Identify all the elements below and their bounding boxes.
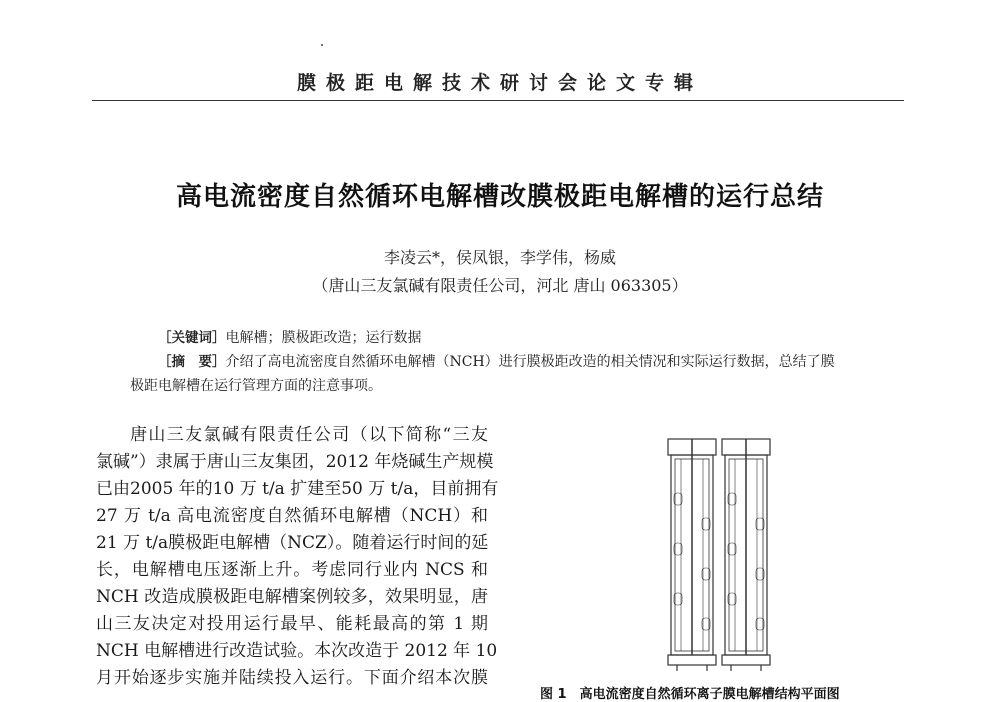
body-text-line: 21 万 t/a膜极距电解槽（NCZ）。随着运行时间的延	[96, 533, 489, 553]
paper-title: 高电流密度自然循环电解槽改膜极距电解槽的运行总结	[175, 182, 824, 212]
body-text-line: 山三友决定对投用运行最早、能耗最高的第 1 期	[96, 614, 488, 634]
body-text-column	[96, 422, 499, 692]
keywords-tag: ［关键词］	[158, 330, 226, 346]
header-rule	[92, 100, 904, 101]
body-text-line: 氯碱”）隶属于唐山三友集团，2012 年烧碱生产规模	[96, 452, 494, 472]
keywords-text: 电解槽；膜极距改造；运行数据	[225, 330, 422, 346]
abstract-line-1	[158, 351, 898, 373]
body-text-line: NCH 电解槽进行改造试验。本次改造于 2012 年 10	[96, 641, 498, 661]
abstract-line-2: 极距电解槽在运行管理方面的注意事项。	[130, 378, 382, 394]
body-text-line: 已由2005 年的10 万 t/a 扩建至50 万 t/a，目前拥有	[96, 479, 499, 499]
running-header: 膜极距电解技术研讨会论文专辑	[296, 72, 703, 94]
keywords-line	[158, 327, 878, 349]
figure-caption: 图 1 高电流密度自然循环离子膜电解槽结构平面图	[540, 687, 840, 702]
body-text-line: 长，电解槽电压逐渐上升。考虑同行业内 NCS 和	[96, 560, 488, 580]
left-cell	[668, 439, 716, 671]
electrolyzer-figure	[665, 433, 775, 673]
body-text-line: NCH 改造成膜极距电解槽案例较多，效果明显，唐	[96, 587, 488, 607]
body-text-line: 27 万 t/a 高电流密度自然循环电解槽（NCH）和	[96, 506, 488, 526]
abstract-tag: ［摘 要］	[158, 354, 226, 370]
abstract-text-1: 介绍了高电流密度自然循环电解槽（NCH）进行膜极距改造的相关情况和实际运行数据，总结了膜	[225, 354, 835, 370]
author-list: 李凌云*，侯凤银，李学伟，杨威	[383, 248, 616, 267]
scan-speck	[321, 44, 323, 46]
body-text-line: 唐山三友氯碱有限责任公司（以下简称“三友	[130, 425, 488, 445]
author-affiliation: （唐山三友氯碱有限责任公司，河北 唐山 063305）	[312, 276, 688, 295]
body-text-line: 月开始逐步实施并陆续投入运行。下面介绍本次膜	[96, 668, 488, 688]
right-cell	[722, 439, 770, 671]
